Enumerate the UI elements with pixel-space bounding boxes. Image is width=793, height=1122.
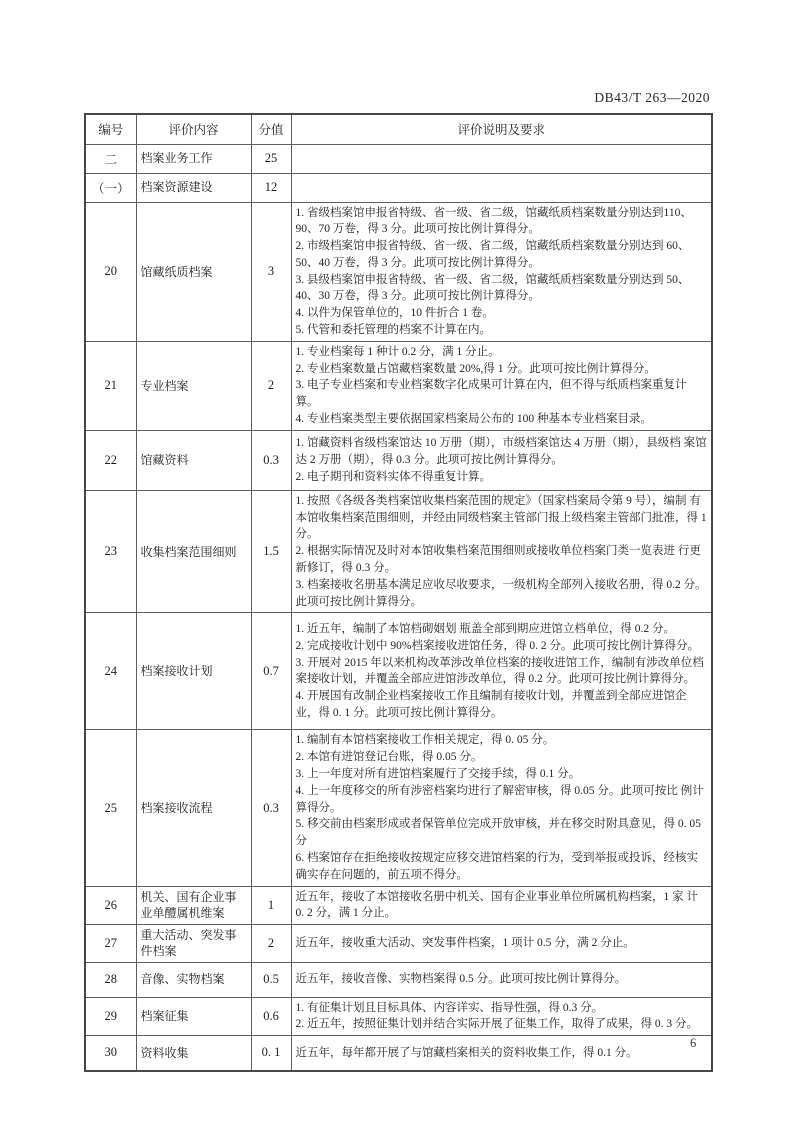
row-content: 馆藏资料 <box>136 430 251 490</box>
description-line: 1. 馆藏资料省级档案馆达 10 万册（期），市级档案馆达 4 万册（期），县级档 案馆达 2 万册（期），得 0.3 分。此项可按比例计算得分。 <box>295 437 707 466</box>
description-line: 2. 近五年，按照征集计划并结合实际开展了征集工作，取得了成果，得 0. 3 分。 <box>295 1018 698 1031</box>
table-row <box>85 490 712 613</box>
row-number: 24 <box>85 613 136 730</box>
row-description <box>291 341 712 430</box>
row-content: 档案征集 <box>136 997 251 1036</box>
standard-code-header: DB43/T 263—2020 <box>594 90 710 105</box>
description-line: 2. 电子期刊和资料实体不得重复计算。 <box>295 470 491 483</box>
description-line: 1. 近五年，编制了本馆档砌姻划 瓶盖全部到期应进馆立档单位，得 0.2 分。 <box>295 623 675 636</box>
table-row <box>85 173 712 202</box>
description-line: 2. 专业档案数量占馆藏档案数量 20%,得 1 分。此项可按比例计算得分。 <box>295 362 656 375</box>
row-content: 音像、实物档案 <box>136 962 251 997</box>
col-header-content: 评价内容 <box>136 114 251 144</box>
description-line: 近五年，接收音像、实物档案得 0.5 分。此项可按比例计算得分。 <box>295 973 627 986</box>
row-score: 25 <box>251 144 291 173</box>
description-line: 2. 完成接收计划中 90%档案接收进馆任务，得 0. 2 分。此项可按比例计算得分。 <box>295 639 699 652</box>
description-line: 5. 代管和委托管理的档案不计算在内。 <box>295 324 491 337</box>
row-number: 22 <box>85 430 136 490</box>
row-description <box>291 730 712 886</box>
description-line: 2. 根据实际情况及时对本馆收集档案范围细则或接收单位档案门类一览表进 行更新修订，得 0.3 分。 <box>295 545 701 575</box>
table-row <box>85 202 712 341</box>
col-header-score: 分值 <box>251 114 291 144</box>
row-content: 专业档案 <box>136 341 251 430</box>
row-score: 12 <box>251 173 291 202</box>
row-content: 档案资源建设 <box>136 173 251 202</box>
row-description <box>291 144 712 173</box>
description-line: 3. 县级档案馆申报省特级、省一级、省二级，馆藏纸质档案数量分别达到 50、 40、30 万卷，得 3 分。此项可按比例计算得分。 <box>295 273 690 303</box>
row-score: 0.5 <box>251 962 291 997</box>
row-score: 1 <box>251 886 291 925</box>
row-number: （一） <box>85 173 136 202</box>
row-score: 3 <box>251 202 291 341</box>
description-line: 近五年，接收了本馆接收名册中机关、国有企业事业单位所属机构档案，1 家 计 0. 2 分，满 1 分止。 <box>295 890 698 920</box>
description-line: 1. 编制有本馆档案接收工作相关规定，得 0. 05 分。 <box>295 734 555 747</box>
row-number: 二 <box>85 144 136 173</box>
row-number: 28 <box>85 962 136 997</box>
row-description <box>291 1036 712 1071</box>
description-line: 4. 以件为保管单位的，10 件折合 1 卷。 <box>295 307 494 320</box>
row-score: 0.7 <box>251 613 291 730</box>
row-score: 1.5 <box>251 490 291 613</box>
row-content: 馆藏纸质档案 <box>136 202 251 341</box>
row-number: 30 <box>85 1036 136 1071</box>
table-row <box>85 430 712 490</box>
row-score: 2 <box>251 341 291 430</box>
table-row <box>85 341 712 430</box>
evaluation-table <box>84 113 713 1072</box>
description-line: 3. 开展对 2015 年以来机构改革涉改单位档案的接收进馆工作，编制有涉改单位档案接收计划，并覆盖全部应进馆涉改单位，得 0.2 分。此项可按比例计算得分。 <box>295 656 704 686</box>
description-line: 4. 开展国有改制企业档案接收工作且编制有接收计划，并覆盖到全部应进馆企 业，得 0. 1 分。此项可按比例计算得分。 <box>295 690 687 720</box>
description-line: 近五年，接收重大活动、突发事件档案，1 项计 0.5 分，满 2 分止。 <box>295 936 635 949</box>
row-description <box>291 962 712 997</box>
col-header-description: 评价说明及要求 <box>291 114 712 144</box>
row-description <box>291 925 712 962</box>
description-line: 5. 移交前由档案形成或者保管单位完成开放审核，并在移交时附具意见，得 0. 05 分 <box>295 818 701 848</box>
description-line: 近五年，每年都开展了与馆藏档案相关的资料收集工作，得 0.1 分。 <box>295 1046 638 1059</box>
row-score: 0.6 <box>251 997 291 1036</box>
row-description <box>291 430 712 490</box>
description-line: 1. 按照《各级各类档案馆收集档案范围的规定》（国家档案局令第 9 号），编制 有本馆收集档案范围细则，并经由同级档案主管部门报上级档案主管部门批准，得 1 分。 <box>295 494 707 541</box>
table-row <box>85 1036 712 1071</box>
row-number: 26 <box>85 886 136 925</box>
row-content: 重大活动、突发事件档案 <box>136 925 251 962</box>
row-content: 资料收集 <box>136 1036 251 1071</box>
row-number: 27 <box>85 925 136 962</box>
table-row <box>85 144 712 173</box>
description-line: 2. 市级档案馆申报省特级、省一级、省二级，馆藏纸质档案数量分别达到 60、 50、40 万卷，得 3 分。此项可按比例计算得分。 <box>295 240 690 269</box>
row-description <box>291 490 712 613</box>
row-number: 23 <box>85 490 136 613</box>
col-header-number: 编号 <box>85 114 136 144</box>
table-row <box>85 613 712 730</box>
row-number: 29 <box>85 997 136 1036</box>
row-content: 档案接收流程 <box>136 730 251 886</box>
table-header-row <box>85 114 712 144</box>
row-score: 0.3 <box>251 430 291 490</box>
row-number: 21 <box>85 341 136 430</box>
description-line: 4. 专业档案类型主要依据国家档案局公布的 100 种基本专业档案目录。 <box>295 413 652 426</box>
row-content: 档案业务工作 <box>136 144 251 173</box>
description-line: 3. 上一年度对所有进馆档案履行了交接手续，得 0.1 分。 <box>295 768 581 781</box>
table-row <box>85 730 712 886</box>
row-description <box>291 202 712 341</box>
row-score: 0. 1 <box>251 1036 291 1071</box>
description-line: 6. 档案馆存在拒绝接收按规定应移交进馆档案的行为，受到举报或投诉，经核实确实存在问题的，前五项不得分。 <box>295 852 698 881</box>
description-line: 1. 专业档案每 1 种计 0.2 分，满 1 分止。 <box>295 345 500 358</box>
description-line: 2. 本馆有进馆登记台账，得 0.05 分。 <box>295 751 483 764</box>
description-line: 3. 电子专业档案和专业档案数字化成果可计算在内，但不得与纸质档案重复计 算。 <box>295 379 687 409</box>
row-content: 机关、国有企业事业单醴属机维案 <box>136 886 251 925</box>
page-number: 6 <box>690 1036 697 1050</box>
table-row <box>85 925 712 962</box>
row-number: 25 <box>85 730 136 886</box>
table-row <box>85 886 712 925</box>
row-description <box>291 997 712 1036</box>
row-description <box>291 886 712 925</box>
description-line: 3. 档案接收名册基本满足应收尽收要求，一级机构全部列入接收名册，得 0.2 分。此项可按比例计算得分。 <box>295 578 707 608</box>
row-number: 20 <box>85 202 136 341</box>
table-row <box>85 962 712 997</box>
row-description <box>291 173 712 202</box>
description-line: 1. 省级档案馆申报省特级、省一级、省二级，馆藏纸质档案数量分别达到110、 90、70 万卷，得 3 分。此项可按比例计算得分。 <box>295 206 692 236</box>
table-row <box>85 997 712 1036</box>
description-line: 4. 上一年度移交的所有涉密档案均进行了解密审核，得 0.05 分。此项可按比 例计算得分。 <box>295 784 704 814</box>
row-content: 档案接收计划 <box>136 613 251 730</box>
row-description <box>291 613 712 730</box>
row-score: 0.3 <box>251 730 291 886</box>
row-content: 收集档案范围细则 <box>136 490 251 613</box>
description-line: 1. 有征集计划且目标具体、内容详实、指导性强，得 0.3 分。 <box>295 1001 604 1014</box>
row-score: 2 <box>251 925 291 962</box>
